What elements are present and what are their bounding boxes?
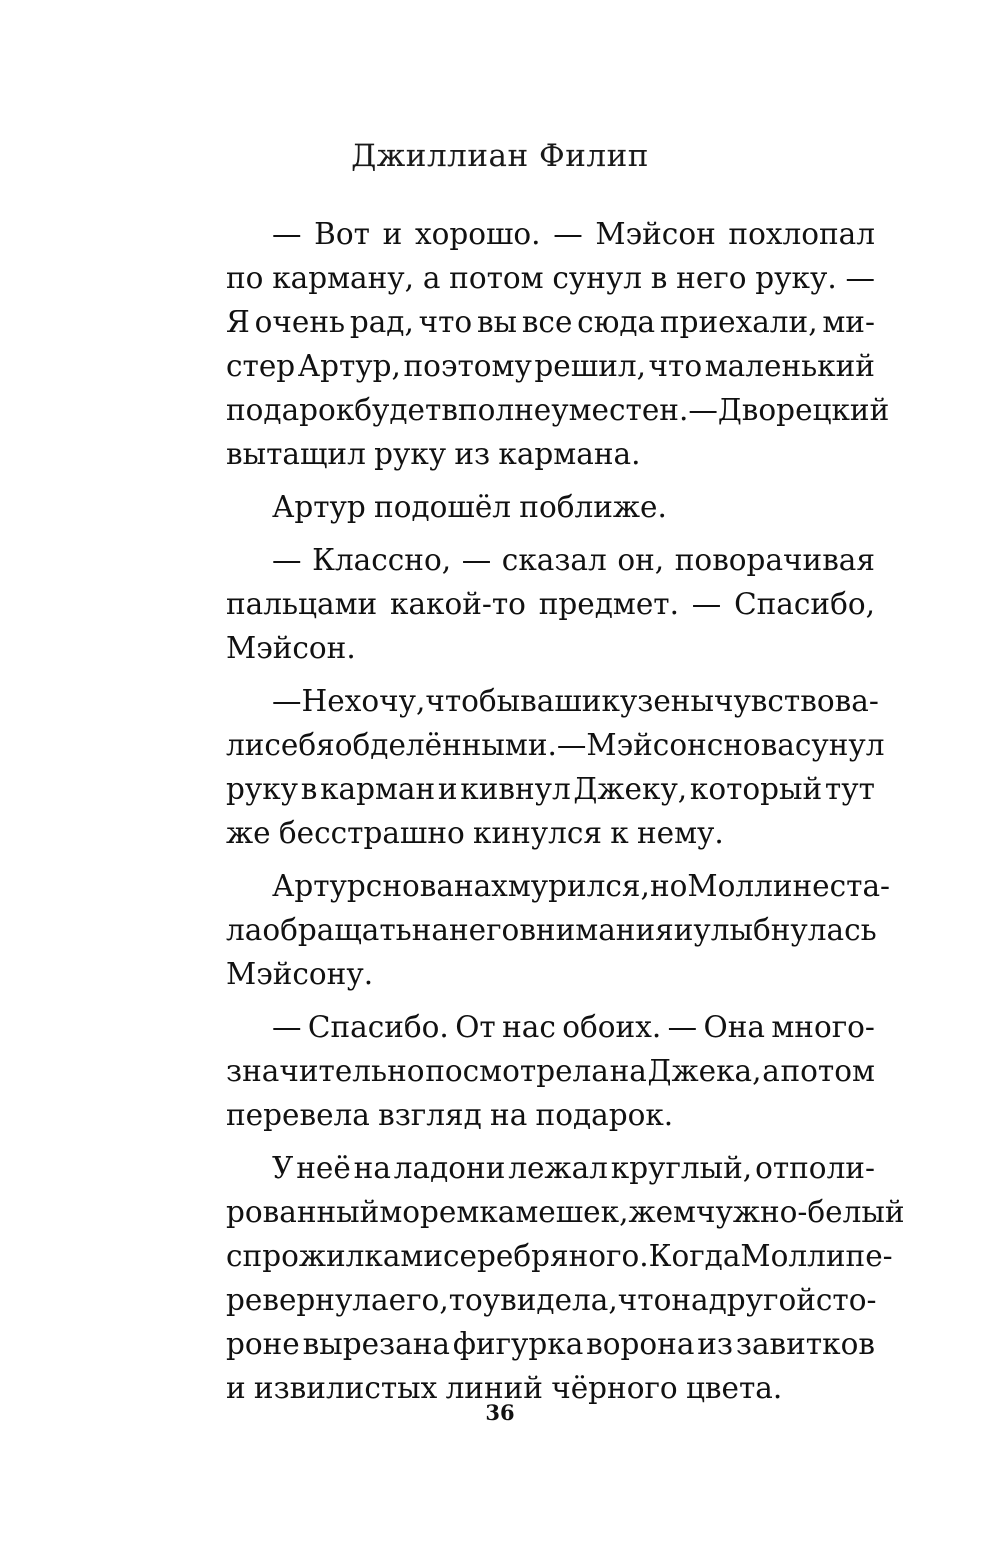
- text-line: [226, 811, 875, 855]
- word: кивнул: [460, 772, 571, 806]
- word: по: [226, 261, 264, 295]
- word: лежал: [508, 1151, 608, 1185]
- word: него: [448, 913, 520, 947]
- word: У: [272, 1151, 294, 1185]
- word: серебряного.: [443, 1239, 649, 1273]
- word: похлопал: [728, 217, 875, 251]
- word: пальцами: [226, 587, 378, 621]
- word: нему.: [636, 816, 724, 850]
- word: уместен.: [551, 393, 689, 427]
- word: Когда: [648, 1239, 741, 1273]
- word: очень: [254, 305, 346, 339]
- word: подарок: [226, 393, 355, 427]
- word: Спасибо,: [734, 587, 875, 621]
- text-line: [226, 300, 875, 344]
- text-line: [226, 388, 890, 432]
- word: ста-: [829, 869, 891, 903]
- word: Спасибо.: [307, 1010, 449, 1044]
- word: Мэйсон: [595, 217, 716, 251]
- word: а: [762, 1054, 780, 1088]
- word: какой-то: [390, 587, 526, 621]
- word: сюда: [577, 305, 656, 339]
- word: сунул: [552, 261, 643, 295]
- word: ревернула: [226, 1283, 389, 1317]
- word: —: [272, 684, 302, 718]
- paragraph-gap: [226, 529, 875, 538]
- word: его,: [388, 1283, 449, 1317]
- word: вполне: [441, 393, 552, 427]
- word: посмотрела: [425, 1054, 609, 1088]
- text-line: [226, 1093, 875, 1137]
- word: он,: [617, 543, 665, 577]
- word: бесстрашно: [278, 816, 465, 850]
- word: —: [272, 543, 302, 577]
- word: подошёл: [374, 490, 512, 524]
- word: Дворецкий: [717, 393, 890, 427]
- word: кузены: [601, 684, 714, 718]
- text-line: [226, 344, 875, 388]
- word: все: [521, 305, 573, 339]
- word: чтобы: [425, 684, 521, 718]
- word: Артур,: [297, 349, 401, 383]
- word: ла: [226, 913, 263, 947]
- word: него: [676, 261, 747, 295]
- word: ми-: [822, 305, 875, 339]
- text-line: [226, 485, 875, 529]
- word: От: [455, 1010, 496, 1044]
- word: Мэйсону.: [226, 957, 374, 991]
- text-line: [226, 679, 879, 723]
- word: —: [272, 217, 302, 251]
- text-line: [226, 256, 875, 300]
- word: отполи-: [755, 1151, 875, 1185]
- word: Я: [226, 305, 250, 339]
- text-line: [226, 864, 891, 908]
- word: маленький: [704, 349, 875, 383]
- text-line: [226, 1005, 875, 1049]
- word: кинулся: [473, 816, 603, 850]
- word: обделёнными.: [334, 728, 557, 762]
- word: Не: [301, 684, 345, 718]
- word: из: [454, 437, 491, 471]
- word: сказал: [501, 543, 607, 577]
- word: —: [845, 261, 875, 295]
- text-line: [226, 212, 875, 256]
- paragraph: [226, 1005, 875, 1137]
- paragraph-gap: [226, 855, 875, 864]
- word: карман: [320, 772, 436, 806]
- word: из: [697, 1327, 734, 1361]
- text-line: [226, 1322, 875, 1366]
- word: и: [382, 217, 403, 251]
- word: Она: [703, 1010, 765, 1044]
- word: и: [437, 772, 458, 806]
- word: с: [226, 1239, 243, 1273]
- word: который: [689, 772, 823, 806]
- word: хорошо.: [414, 217, 541, 251]
- word: кармана.: [498, 437, 641, 471]
- word: снова: [365, 869, 454, 903]
- word: потом: [449, 261, 544, 295]
- word: к: [610, 816, 629, 850]
- word: Джеку,: [573, 772, 688, 806]
- word: предмет.: [538, 587, 679, 621]
- text-line: [226, 767, 875, 811]
- word: Артур: [272, 490, 366, 524]
- word: чувствова-: [713, 684, 879, 718]
- text-line: [226, 1190, 905, 1234]
- word: руку: [374, 437, 447, 471]
- paragraph: [226, 538, 875, 670]
- text-line: [226, 626, 875, 670]
- word: сунул: [794, 728, 885, 762]
- word: обоих.: [562, 1010, 662, 1044]
- word: внимания: [519, 913, 674, 947]
- word: вырезана: [302, 1327, 450, 1361]
- text-line: [226, 1049, 875, 1093]
- word: снова: [706, 728, 795, 762]
- word: сто-: [815, 1283, 877, 1317]
- word: на: [490, 1098, 528, 1132]
- word: чёрного: [551, 1371, 678, 1405]
- word: хочу,: [344, 684, 426, 718]
- paragraph: [226, 485, 875, 529]
- word: и: [226, 1371, 246, 1405]
- word: ладони: [393, 1151, 506, 1185]
- word: извилистых: [253, 1371, 438, 1405]
- word: на: [411, 913, 449, 947]
- word: что: [418, 305, 473, 339]
- word: Молли: [687, 869, 793, 903]
- text-line: [226, 582, 875, 626]
- word: Классно,: [312, 543, 452, 577]
- paragraph: [226, 212, 890, 476]
- word: —: [553, 217, 583, 251]
- word: руку.: [755, 261, 837, 295]
- text-line: [226, 723, 885, 767]
- word: и: [673, 913, 694, 947]
- text-line: [226, 1278, 875, 1322]
- word: обращать: [262, 913, 412, 947]
- word: рованный: [226, 1195, 380, 1229]
- word: что: [617, 1283, 672, 1317]
- word: решил,: [534, 349, 646, 383]
- word: стер: [226, 349, 296, 383]
- word: круглый,: [610, 1151, 753, 1185]
- word: в: [300, 772, 318, 806]
- word: камешек,: [479, 1195, 629, 1229]
- paragraph-gap: [226, 476, 875, 485]
- word: пе-: [845, 1239, 893, 1273]
- text-line: [226, 432, 875, 476]
- word: Артур: [272, 869, 366, 903]
- body-text: [226, 212, 905, 1410]
- word: в: [650, 261, 668, 295]
- text-line: [226, 952, 875, 996]
- word: фигурка: [452, 1327, 584, 1361]
- word: рад,: [349, 305, 414, 339]
- word: завитков: [735, 1327, 875, 1361]
- word: подарок.: [535, 1098, 674, 1132]
- page-number: 36: [485, 1400, 515, 1425]
- word: себя: [264, 728, 335, 762]
- word: карману,: [272, 261, 415, 295]
- word: —: [667, 1010, 698, 1044]
- running-head-author: Джиллиан Филип: [351, 138, 649, 174]
- word: приехали,: [659, 305, 818, 339]
- word: нас: [502, 1010, 556, 1044]
- word: будет: [354, 393, 442, 427]
- paragraph: [226, 1146, 905, 1410]
- word: перевела: [226, 1098, 370, 1132]
- word: увидела,: [482, 1283, 618, 1317]
- paragraph: [226, 864, 891, 996]
- word: —: [272, 1010, 302, 1044]
- word: улыбнулась: [693, 913, 877, 947]
- text-line: [226, 1146, 875, 1190]
- word: ли: [226, 728, 265, 762]
- word: а: [422, 261, 441, 295]
- word: взгляд: [378, 1098, 482, 1132]
- word: —: [688, 393, 718, 427]
- text-line: [226, 1234, 893, 1278]
- word: Джека,: [647, 1054, 762, 1088]
- word: много-: [771, 1010, 875, 1044]
- word: —: [556, 728, 587, 762]
- paragraph-gap: [226, 996, 875, 1005]
- word: на: [609, 1054, 647, 1088]
- word: руку: [226, 772, 299, 806]
- paragraph-gap: [226, 1137, 875, 1146]
- word: другой: [708, 1283, 816, 1317]
- word: жемчужно-белый: [628, 1195, 905, 1229]
- word: прожилками: [242, 1239, 444, 1273]
- word: поворачивая: [674, 543, 875, 577]
- word: —: [461, 543, 492, 577]
- word: ваши: [520, 684, 602, 718]
- word: но: [649, 869, 688, 903]
- word: потом: [780, 1054, 875, 1088]
- word: Мэйсон: [586, 728, 707, 762]
- word: неё: [296, 1151, 351, 1185]
- word: поэтому: [403, 349, 532, 383]
- word: то: [448, 1283, 483, 1317]
- word: что: [648, 349, 703, 383]
- word: Молли: [740, 1239, 846, 1273]
- word: значительно: [226, 1054, 425, 1088]
- word: на: [353, 1151, 391, 1185]
- word: Мэйсон.: [226, 631, 356, 665]
- word: вытащил: [226, 437, 366, 471]
- word: не: [792, 869, 830, 903]
- text-line: [226, 908, 875, 952]
- word: нахмурился,: [453, 869, 650, 903]
- word: —: [691, 587, 722, 621]
- word: на: [671, 1283, 709, 1317]
- word: Вот: [314, 217, 370, 251]
- word: вы: [476, 305, 518, 339]
- word: морем: [379, 1195, 480, 1229]
- word: линий: [445, 1371, 543, 1405]
- paragraph: [226, 679, 885, 855]
- word: роне: [226, 1327, 300, 1361]
- word: тут: [824, 772, 875, 806]
- word: цвета.: [685, 1371, 783, 1405]
- text-line: [226, 538, 875, 582]
- word: поближе.: [519, 490, 667, 524]
- word: ворона: [586, 1327, 695, 1361]
- paragraph-gap: [226, 670, 875, 679]
- word: же: [226, 816, 271, 850]
